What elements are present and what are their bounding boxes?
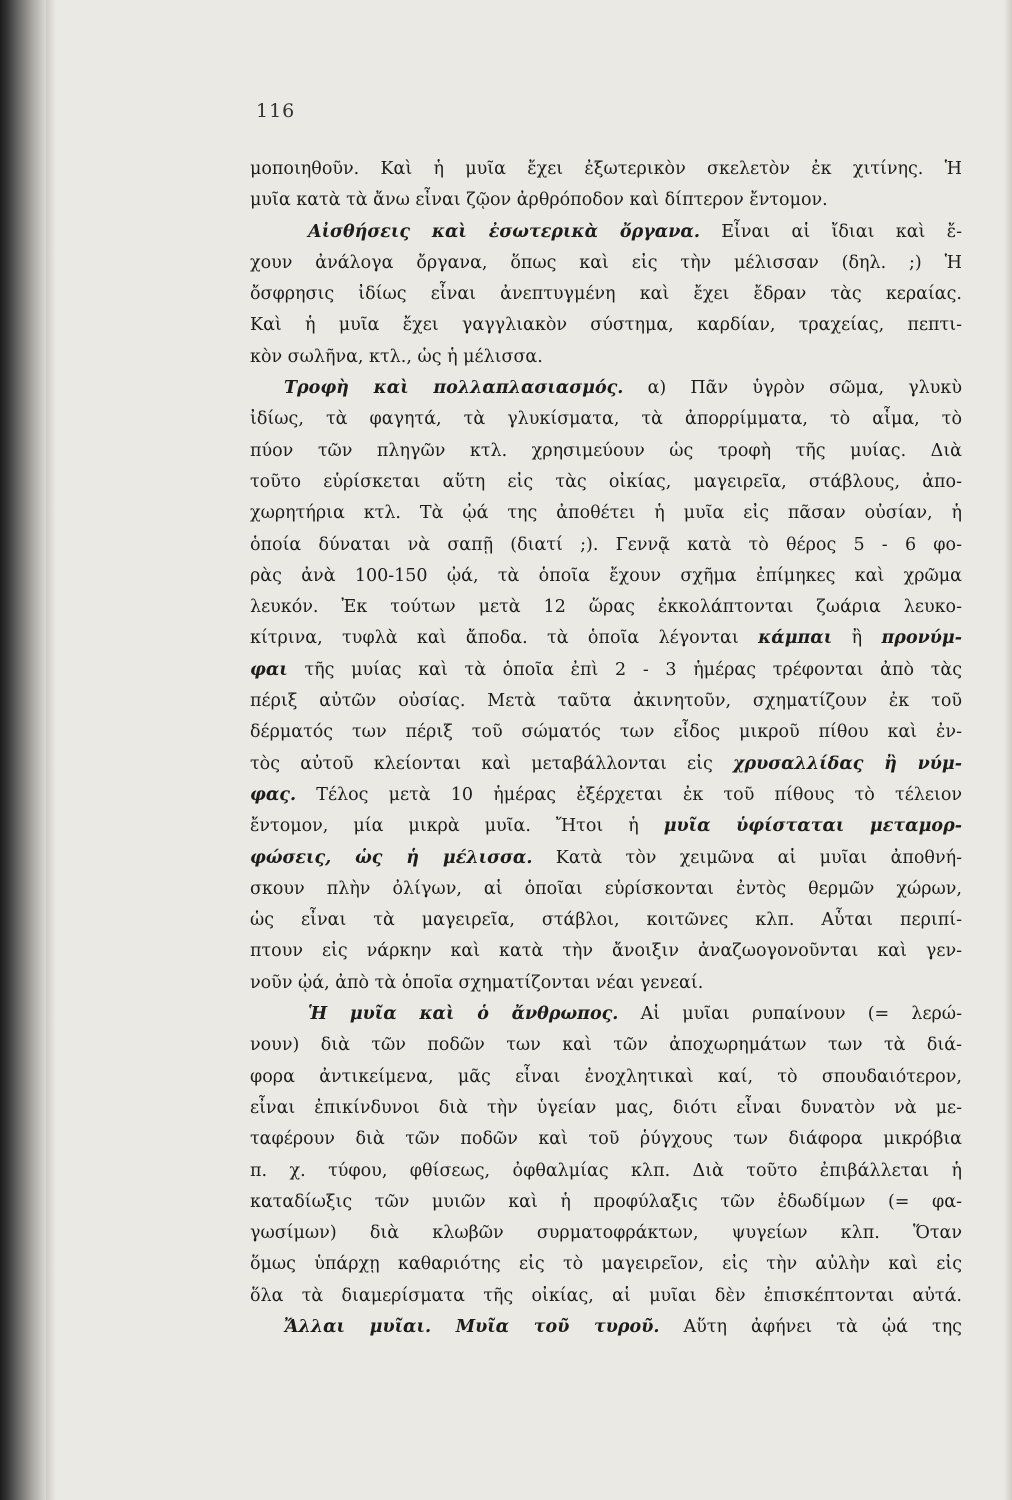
line-text: π. χ. τύφου, φθίσεως, ὀφθαλμίας κλπ. Διὰ τοῦτο ἐπιβάλλεται ἡ — [250, 1160, 962, 1181]
text-line — [250, 248, 962, 279]
line-text: νουν) διὰ τῶν ποδῶν των καὶ τῶν ἀποχωρημάτων των τὰ διά- — [250, 1035, 962, 1056]
line-text: σκουν πλὴν ὀλίγων, αἱ ὁποῖαι εὑρίσκονται ἐντὸς θερμῶν χώρων, — [250, 878, 962, 899]
text-line — [250, 217, 962, 248]
page-number: 116 — [256, 100, 296, 122]
line-text: πέριξ αὐτῶν οὐσίας. Μετὰ ταῦτα ἀκινητοῦν, σχηματίζουν ἐκ τοῦ — [250, 691, 962, 712]
line-text: ὅλα τὰ διαμερίσματα τῆς οἰκίας, αἱ μυῖαι δὲν ἐπισκέπτονται αὐτά. — [250, 1285, 962, 1306]
bold-heading-text: φώσεις, ὡς ἡ μέλισσα. — [250, 847, 533, 868]
text-line — [250, 811, 962, 842]
text-line — [250, 1062, 962, 1093]
text-line — [250, 530, 962, 561]
text-line — [250, 279, 962, 310]
line-text: τῆς μυίας καὶ τὰ ὁποῖα ἐπὶ 2 - 3 ἡμέρας τρέφονται ἀπὸ τὰς — [287, 659, 962, 680]
text-line — [250, 936, 962, 967]
text-line — [250, 623, 962, 654]
line-text: ὡς εἶναι τὰ μαγειρεῖα, στάβλοι, κοιτῶνες κλπ. Αὗται περιπί- — [250, 910, 962, 931]
text-line — [250, 780, 962, 811]
line-text: νοῦν ᾠά, ἀπὸ τὰ ὁποῖα σχηματίζονται νέαι γενεαί. — [250, 972, 704, 993]
text-line — [250, 968, 962, 999]
line-text: καταδίωξις τῶν μυιῶν καὶ ἡ προφύλαξις τῶν ἐδωδίμων (= φα- — [250, 1191, 962, 1212]
line-text: ἢ — [832, 628, 882, 649]
text-line — [250, 686, 962, 717]
line-text: κίτρινα, τυφλὰ καὶ ἄποδα. τὰ ὁποῖα λέγονται — [250, 628, 759, 649]
bold-heading-text: Ἄλλαι μυῖαι. Μυῖα τοῦ τυροῦ. — [284, 1316, 660, 1337]
text-line — [250, 154, 962, 185]
bold-heading-text: φαι — [250, 659, 288, 680]
bold-heading-text: Ἡ μυῖα καὶ ὁ ἄνθρωπος. — [308, 1004, 619, 1025]
book-binding-shadow — [0, 0, 46, 1500]
line-text: ἔντομον, μία μικρὰ μυῖα. Ἤτοι ἡ — [250, 816, 664, 837]
text-line — [250, 717, 962, 748]
line-text: κὸν σωλῆνα, κτλ., ὡς ἡ μέλισσα. — [250, 346, 543, 367]
line-text: Εἶναι αἱ ἴδιαι καὶ ἔ- — [699, 221, 962, 242]
text-line — [250, 843, 962, 874]
line-text: Αὕτη ἀφήνει τὰ ᾠά της — [659, 1316, 962, 1337]
text-line — [250, 1312, 962, 1343]
text-line — [250, 310, 962, 341]
text-line — [250, 185, 962, 216]
line-text: πύον τῶν πληγῶν κτλ. χρησιμεύουν ὡς τροφὴ τῆς μυίας. Διὰ — [250, 440, 962, 461]
text-line — [250, 874, 962, 905]
text-line — [250, 342, 962, 373]
text-line — [250, 373, 962, 404]
bold-heading-text: χρυσαλλίδας ἢ νύμ- — [732, 753, 962, 774]
line-text: ταφέρουν διὰ τῶν ποδῶν καὶ τοῦ ῥύγχους των διάφορα μικρόβια — [250, 1129, 962, 1150]
line-text: χουν ἀνάλογα ὄργανα, ὅπως καὶ εἰς τὴν μέλισσαν (δηλ. ;) Ἡ — [250, 252, 962, 273]
line-text: ὁποία δύναται νὰ σαπῇ (διατί ;). Γεννᾷ κατὰ τὸ θέρος 5 - 6 φο- — [250, 534, 962, 555]
line-text: μυῖα κατὰ τὰ ἄνω εἶναι ζῷον ἀρθρόποδον καὶ δίπτερον ἔντομον. — [250, 190, 828, 211]
bold-heading-text: κάμπαι — [758, 628, 833, 649]
text-line — [250, 655, 962, 686]
bold-heading-text: φας. — [250, 784, 297, 805]
line-text: τοῦτο εὑρίσκεται αὕτη εἰς τὰς οἰκίας, μαγειρεῖα, στάβλους, ἀπο- — [250, 471, 962, 492]
text-line — [250, 1030, 962, 1061]
text-line — [250, 1249, 962, 1280]
text-line — [250, 436, 962, 467]
text-line — [250, 749, 962, 780]
text-line — [250, 1093, 962, 1124]
line-text: ρὰς ἀνὰ 100-150 ᾠά, τὰ ὁποῖα ἔχουν σχῆμα ἐπίμηκες καὶ χρῶμα — [250, 565, 962, 586]
text-line — [250, 592, 962, 623]
line-text: α) Πᾶν ὑγρὸν σῶμα, γλυκὺ — [623, 378, 962, 399]
text-line — [250, 1281, 962, 1312]
line-text: πτουν εἰς νάρκην καὶ κατὰ τὴν ἄνοιξιν ἀναζωογονοῦνται καὶ γεν- — [250, 941, 962, 962]
bold-heading-text: Τροφὴ καὶ πολλαπλασιασμός. — [284, 378, 624, 399]
text-line — [250, 404, 962, 435]
text-line — [250, 1124, 962, 1155]
text-line — [250, 467, 962, 498]
line-text: δέρματός των πέριξ τοῦ σώματός των εἶδος μικροῦ πίθου καὶ ἐν- — [250, 722, 962, 743]
bold-heading-text: Αἰσθήσεις καὶ ἐσωτερικὰ ὄργανα. — [308, 221, 700, 242]
line-text: γωσίμων) διὰ κλωβῶν συρματοφράκτων, ψυγείων κλπ. Ὅταν — [250, 1223, 962, 1244]
text-line — [250, 1218, 962, 1249]
text-line — [250, 1156, 962, 1187]
page-edge — [1004, 0, 1012, 1500]
line-text: Κατὰ τὸν χειμῶνα αἱ μυῖαι ἀποθνή- — [532, 847, 962, 868]
line-text: Τέλος μετὰ 10 ἡμέρας ἐξέρχεται ἐκ τοῦ πίθους τὸ τέλειον — [296, 784, 962, 805]
text-line — [250, 1187, 962, 1218]
bold-heading-text: προνύμ- — [881, 628, 962, 649]
page-gutter — [46, 0, 56, 1500]
text-line — [250, 905, 962, 936]
line-text: φορα ἀντικείμενα, μᾶς εἶναι ἐνοχλητικαὶ καί, τὸ σπουδαιότερον, — [250, 1066, 962, 1087]
body-text — [250, 154, 962, 1343]
line-text: χωρητήρια κτλ. Τὰ ᾠά της ἀποθέτει ἡ μυῖα εἰς πᾶσαν οὐσίαν, ἡ — [250, 503, 962, 524]
line-text: ὄσφρησις ἰδίως εἶναι ἀνεπτυγμένη καὶ ἔχει ἔδραν τὰς κεραίας. — [250, 284, 962, 305]
text-line — [250, 498, 962, 529]
line-text: ὅμως ὑπάρχῃ καθαριότης εἰς τὸ μαγειρεῖον, εἰς τὴν αὐλὴν καὶ εἰς — [250, 1254, 962, 1275]
line-text: εἶναι ἐπικίνδυνοι διὰ τὴν ὑγείαν μας, διότι εἶναι δυνατὸν νὰ με- — [250, 1097, 962, 1118]
line-text: Αἱ μυῖαι ρυπαίνουν (= λερώ- — [618, 1004, 962, 1025]
line-text: μοποιηθοῦν. Καὶ ἡ μυῖα ἔχει ἐξωτερικὸν σκελετὸν ἐκ χιτίνης. Ἡ — [250, 159, 962, 179]
line-text: ἰδίως, τὰ φαγητά, τὰ γλυκίσματα, τὰ ἀπορρίμματα, τὸ αἷμα, τὸ — [250, 409, 962, 430]
line-text: Καὶ ἡ μυῖα ἔχει γαγγλιακὸν σύστημα, καρδίαν, τραχείας, πεπτι- — [250, 315, 962, 336]
text-line — [250, 999, 962, 1030]
line-text: τὸς αὐτοῦ κλείονται καὶ μεταβάλλονται εἰς — [250, 753, 733, 774]
text-line — [250, 561, 962, 592]
line-text: λευκόν. Ἐκ τούτων μετὰ 12 ὥρας ἐκκολάπτονται ζωάρια λευκο- — [250, 597, 962, 618]
bold-heading-text: μυῖα ὑφίσταται μεταμορ- — [663, 816, 962, 837]
